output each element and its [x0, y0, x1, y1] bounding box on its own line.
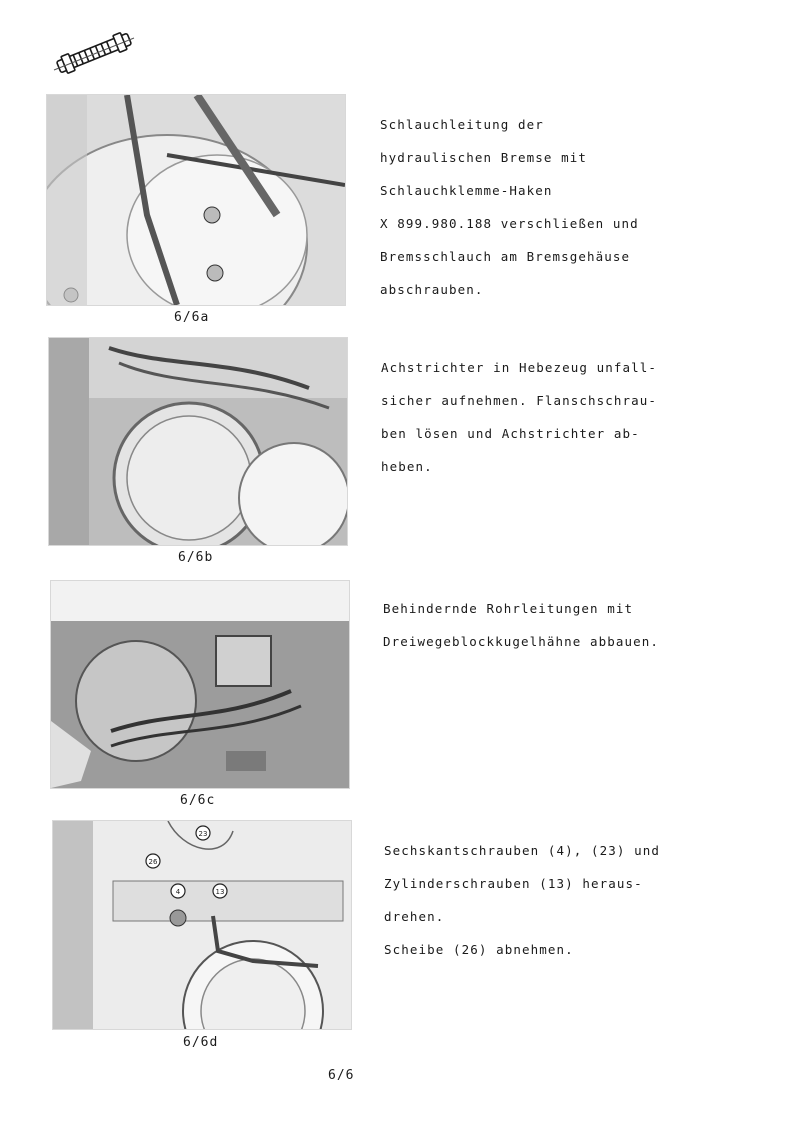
photo-6-6c — [50, 580, 350, 789]
step-line: hydraulischen Bremse mit — [380, 149, 588, 165]
photo-caption: 6/6d — [183, 1035, 219, 1050]
step-line: ben lösen und Achstrichter ab- — [381, 425, 640, 441]
page-number: 6/6 — [328, 1068, 355, 1083]
step-line: abschrauben. — [380, 281, 484, 297]
photo-6-6d — [52, 820, 352, 1030]
step-line: Dreiwegeblockkugelhähne abbauen. — [383, 633, 660, 649]
step-line: sicher aufnehmen. Flanschschrau- — [381, 392, 658, 408]
step-line: Bremsschlauch am Bremsgehäuse — [380, 248, 631, 264]
callout-26: 26 — [148, 858, 158, 866]
photo-caption: 6/6c — [180, 793, 216, 808]
step-text — [383, 584, 659, 667]
callout-23: 23 — [198, 830, 208, 838]
photo-6-6a — [46, 94, 346, 306]
step-line: Behindernde Rohrleitungen mit — [383, 600, 634, 616]
step-line: Sechskantschrauben (4), (23) und — [384, 842, 661, 858]
photo-6-6b — [48, 337, 348, 546]
step-text — [380, 100, 639, 315]
step-text — [381, 343, 657, 492]
step-line: X 899.980.188 verschließen und — [380, 215, 639, 231]
photo-caption: 6/6a — [174, 310, 210, 325]
step-line: heben. — [381, 458, 433, 474]
drive-shaft-icon — [48, 30, 140, 76]
step-line: Zylinderschrauben (13) heraus- — [384, 875, 643, 891]
step-line: Schlauchleitung der — [380, 116, 544, 132]
callout-4: 4 — [175, 888, 181, 896]
step-line: Scheibe (26) abnehmen. — [384, 941, 574, 957]
callout-13: 13 — [215, 888, 225, 896]
step-line: Achstrichter in Hebezeug unfall- — [381, 359, 658, 375]
photo-caption: 6/6b — [178, 550, 214, 565]
step-line: drehen. — [384, 908, 445, 924]
step-line: Schlauchklemme-Haken — [380, 182, 553, 198]
step-text — [384, 826, 660, 975]
